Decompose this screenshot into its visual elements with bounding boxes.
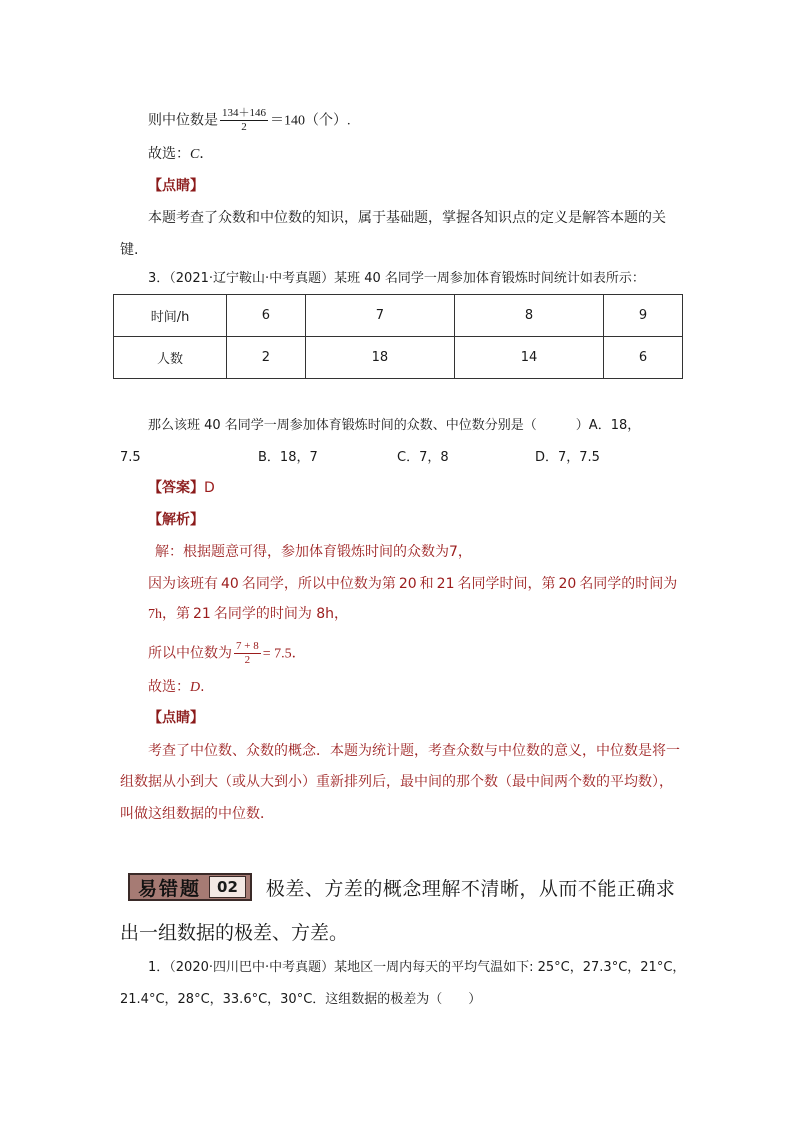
time-table bbox=[113, 294, 683, 379]
comment-2-line-3: 叫做这组数据的中位数． bbox=[120, 806, 274, 822]
sol-text: 7h，第 bbox=[148, 607, 190, 622]
badge-text: 易错题 bbox=[138, 877, 202, 900]
median-prefix: 则中位数是 bbox=[148, 112, 218, 129]
median-line bbox=[148, 107, 351, 134]
fraction-denominator: 2 bbox=[241, 121, 247, 133]
comment-1-line-2: 键. bbox=[120, 242, 139, 258]
sol-number: 21 bbox=[193, 606, 211, 622]
sol-number: 20 bbox=[558, 576, 577, 592]
median-suffix: ＝140（个）. bbox=[270, 113, 351, 129]
q1-line-1: 1．（2020·四川巴中·中考真题）某地区一周内每天的平均气温如下: 25°C，27.3°C，21°C， bbox=[148, 960, 686, 975]
section-banner bbox=[128, 873, 675, 901]
table-cell: 6 bbox=[227, 295, 306, 337]
sol-number: 21 bbox=[436, 576, 455, 592]
q3-option-b: B．18，7 bbox=[258, 450, 318, 465]
q1-line-2: 21.4°C，28°C，33.6°C，30°C．这组数据的极差为（ ） bbox=[120, 992, 482, 1007]
sol-text: = 7.5． bbox=[262, 646, 306, 662]
table-cell: 人数 bbox=[114, 337, 227, 379]
table-cell: 14 bbox=[454, 337, 603, 379]
fraction-denominator: 2 bbox=[244, 654, 251, 666]
sol-number: 40 bbox=[221, 576, 239, 592]
answer-line bbox=[148, 478, 215, 498]
choose-prefix: 故选： bbox=[148, 679, 190, 695]
sol-number: 7 bbox=[449, 544, 458, 560]
choose-value: C bbox=[190, 147, 200, 162]
sol-text: 名同学，所以中位数为第 bbox=[241, 576, 396, 592]
q3-option-d: D．7，7.5 bbox=[535, 450, 600, 465]
solution-line-4 bbox=[148, 640, 306, 667]
solution-line-3 bbox=[148, 604, 348, 625]
q3-question-line-1: 那么该班 40 名同学一周参加体育锻炼时间的众数、中位数分别是（ ）A．18， bbox=[148, 418, 641, 433]
table-cell: 2 bbox=[227, 337, 306, 379]
section-title-line-2: 出一组数据的极差、方差。 bbox=[120, 922, 349, 944]
table-row bbox=[114, 295, 683, 337]
badge-number: 02 bbox=[209, 876, 246, 898]
sol-text: 因为该班有 bbox=[148, 576, 218, 592]
choose-suffix: ． bbox=[199, 146, 214, 162]
analysis-label: 【解析】 bbox=[148, 512, 204, 528]
table-cell: 9 bbox=[604, 295, 683, 337]
sol-number: 20 bbox=[398, 576, 417, 592]
sol-text: 和 bbox=[419, 576, 434, 592]
answer-label: 【答案】 bbox=[148, 480, 204, 496]
table-cell: 时间/h bbox=[114, 295, 227, 337]
table-row bbox=[114, 337, 683, 379]
sol-text: 名同学的时间为 8h， bbox=[213, 606, 349, 622]
sol-text: 名同学的时间为 bbox=[579, 576, 678, 592]
sol-text: ， bbox=[457, 544, 472, 560]
choose-suffix: . bbox=[200, 679, 205, 695]
comment-2-line-2: 组数据从小到大（或从大到小）重新排列后，最中间的那个数（最中间两个数的平均数）， bbox=[120, 774, 673, 790]
choose-value: D bbox=[190, 680, 201, 695]
q3-option-a-cont: 7.5 bbox=[120, 450, 141, 465]
table-cell: 8 bbox=[454, 295, 603, 337]
median-fraction-2 bbox=[234, 640, 261, 667]
choose-line-1 bbox=[148, 144, 213, 165]
fraction-numerator: 134＋146 bbox=[222, 107, 266, 119]
comment-label-1: 【点睛】 bbox=[148, 178, 204, 194]
table-cell: 18 bbox=[305, 337, 454, 379]
comment-2-line-1: 考查了中位数、众数的概念．本题为统计题，考查众数与中位数的意义，中位数是将一 bbox=[148, 743, 680, 759]
table-cell: 7 bbox=[305, 295, 454, 337]
solution-line-2 bbox=[148, 574, 677, 594]
table-cell: 6 bbox=[604, 337, 683, 379]
section-badge bbox=[128, 873, 252, 901]
comment-1-line-1: 本题考查了众数和中位数的知识，属于基础题，掌握各知识点的定义是解答本题的关 bbox=[148, 210, 666, 226]
fraction-numerator: 7 + 8 bbox=[236, 640, 259, 652]
choose-line-2 bbox=[148, 677, 205, 698]
q3-stem: 3．（2021·辽宁鞍山·中考真题）某班 40 名同学一周参加体育锻炼时间统计如表所示： bbox=[148, 271, 645, 286]
sol-text: 所以中位数为 bbox=[148, 645, 232, 662]
answer-value: D bbox=[204, 480, 215, 496]
choose-prefix: 故选： bbox=[148, 146, 190, 162]
sol-text: 解：根据题意可得，参加体育锻炼时间的众数为 bbox=[155, 544, 449, 560]
median-fraction bbox=[220, 107, 268, 134]
q3-option-c: C．7，8 bbox=[397, 450, 449, 465]
section-title-line-1: 极差、方差的概念理解不清晰，从而不能正确求 bbox=[265, 877, 676, 900]
sol-text: 名同学时间，第 bbox=[457, 576, 556, 592]
comment-label-2: 【点睛】 bbox=[148, 710, 204, 726]
solution-line-1 bbox=[155, 542, 472, 562]
